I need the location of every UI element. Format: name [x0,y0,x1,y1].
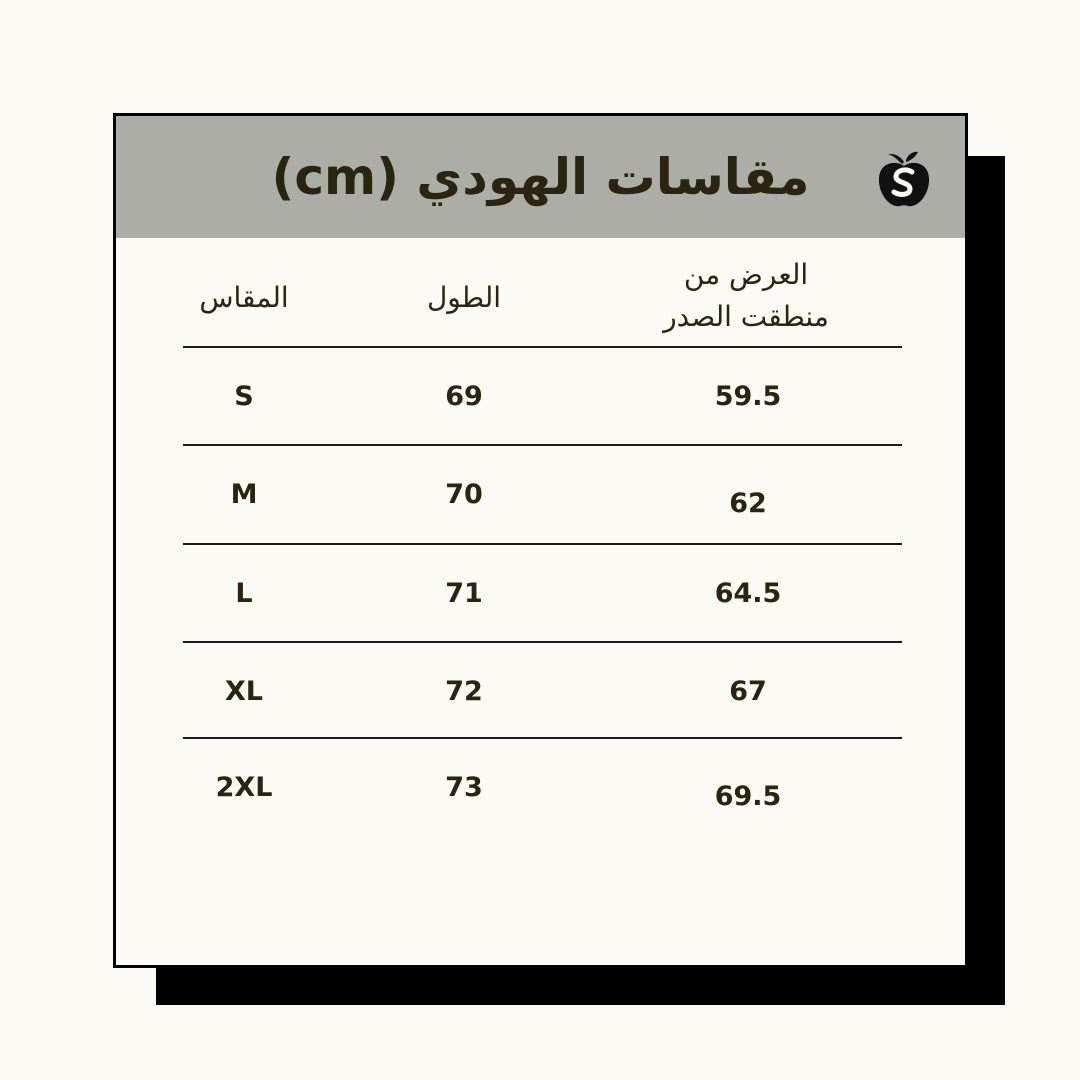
cell-size: 2XL [215,772,273,803]
cell-width: 69.5 [714,781,782,812]
cell-length: 71 [445,578,483,609]
cell-size: L [235,578,253,609]
cell-length: 69 [445,381,483,412]
column-header-length: الطول [426,281,502,314]
table-divider [183,737,902,739]
table-divider [183,444,902,446]
column-header-width-line2: منطقت الصدر [663,300,829,333]
cell-size: XL [224,676,264,707]
cell-size: S [234,381,254,412]
cell-length: 73 [445,772,483,803]
header-bar [116,116,965,238]
cell-width: 67 [729,676,767,707]
cell-length: 70 [445,479,483,510]
column-header-width-line1: العرض من [683,258,809,291]
cell-length: 72 [445,676,483,707]
cell-width: 64.5 [714,578,782,609]
table-divider [183,346,902,348]
table-divider [183,641,902,643]
cell-size: M [230,479,258,510]
size-chart-card [113,113,968,968]
cell-width: 62 [729,488,767,519]
cell-width: 59.5 [714,381,782,412]
table-divider [183,543,902,545]
page-title: مقاسات الهودي (cm) [271,148,810,206]
column-header-size: المقاس [199,281,289,314]
apple-s-logo-icon [876,148,932,210]
